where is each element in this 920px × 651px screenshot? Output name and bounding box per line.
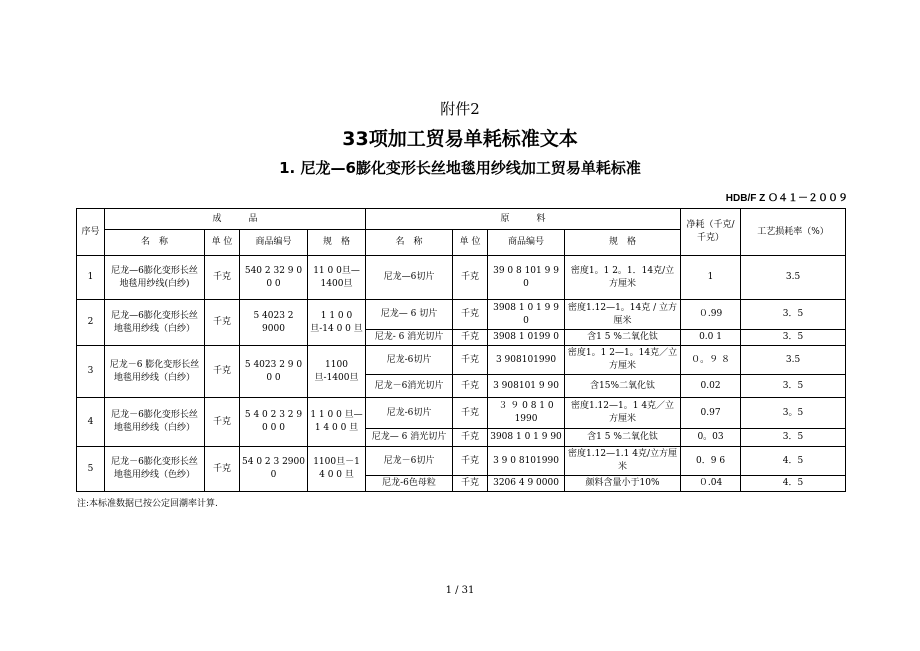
- net-consumption: 0．9 6: [681, 447, 741, 476]
- material-name: 尼龙— 6 切片: [366, 300, 453, 330]
- table-row: [77, 256, 846, 300]
- header-material-group: 原 料: [366, 209, 681, 230]
- material-name: 尼龙- 6 消光切片: [366, 330, 453, 346]
- product-unit: 千克: [205, 398, 240, 447]
- product-code: 54 0 2 3 2900 0: [240, 447, 308, 492]
- loss-rate: 4．5: [741, 447, 846, 476]
- header-product-group: 成 品: [105, 209, 366, 230]
- row-seq: 3: [77, 346, 105, 398]
- material-unit: 千克: [453, 429, 488, 447]
- product-unit: 千克: [205, 256, 240, 300]
- material-spec: 含1 5 %二氧化钛: [565, 429, 681, 447]
- net-consumption: 0.0 1: [681, 330, 741, 346]
- product-name: 尼龙－6 膨化变形长丝地毯用纱线（白纱）: [105, 346, 205, 398]
- product-spec: 11 0 0旦—1400旦: [308, 256, 366, 300]
- material-code: 39 0 8 101 9 9 0: [488, 256, 565, 300]
- material-code: 3908 1 0199 0: [488, 330, 565, 346]
- header-material-code: 商品编号: [488, 230, 565, 256]
- header-material-spec: 规 格: [565, 230, 681, 256]
- product-code: 5 4 0 2 3 2 9 0 0 0: [240, 398, 308, 447]
- net-consumption: 0。03: [681, 429, 741, 447]
- product-spec: 1 1 0 0旦-14 0 0 旦: [308, 300, 366, 346]
- material-code: 3908 1 0 1 9 9 0: [488, 300, 565, 330]
- material-name: 尼龙— 6 消光切片: [366, 429, 453, 447]
- product-name: 尼龙—6膨化变形长丝地毯用纱线（白纱）: [105, 300, 205, 346]
- material-spec: 密度1.12—1.1 4克/立方厘米: [565, 447, 681, 476]
- product-spec: 1 1 0 0 旦—1 4 0 0 旦: [308, 398, 366, 447]
- material-unit: 千克: [453, 447, 488, 476]
- material-unit: 千克: [453, 375, 488, 398]
- material-spec: 密度1.12—1。14克 / 立方厘米: [565, 300, 681, 330]
- annex-label: 附件2: [440, 100, 480, 118]
- material-name: 尼龙-6切片: [366, 398, 453, 429]
- net-consumption: 0.97: [681, 398, 741, 429]
- material-code: 3206 4 9 0000: [488, 476, 565, 492]
- material-unit: 千克: [453, 346, 488, 375]
- header-material-unit: 单 位: [453, 230, 488, 256]
- table-row: [77, 398, 846, 429]
- material-spec: 颜料含量小于10%: [565, 476, 681, 492]
- material-code: ３ ９ 0 8 1 0 1990: [488, 398, 565, 429]
- row-seq: 1: [77, 256, 105, 300]
- material-spec: 密度1。1 2—1。14克／立方厘米: [565, 346, 681, 375]
- material-spec: 含1 5 %二氧化钛: [565, 330, 681, 346]
- table-row: [77, 346, 846, 375]
- product-code: 5 4023 2 9 0 0 0: [240, 346, 308, 398]
- header-product-name: 名 称: [105, 230, 205, 256]
- footnote: 注:本标准数据已按公定回潮率计算.: [77, 499, 218, 509]
- header-material-name: 名 称: [366, 230, 453, 256]
- material-name: 尼龙－6切片: [366, 447, 453, 476]
- row-seq: 4: [77, 398, 105, 447]
- net-consumption: 0.02: [681, 375, 741, 398]
- product-code: 5 4023 2 9000: [240, 300, 308, 346]
- material-code: 3 908101990: [488, 346, 565, 375]
- loss-rate: 3．5: [741, 375, 846, 398]
- material-name: 尼龙-6切片: [366, 346, 453, 375]
- loss-rate: 3．5: [741, 429, 846, 447]
- material-unit: 千克: [453, 300, 488, 330]
- material-name: 尼龙—6切片: [366, 256, 453, 300]
- document-title: 33项加工贸易单耗标准文本: [342, 128, 578, 150]
- product-code: 540 2 32 9 0 0 0: [240, 256, 308, 300]
- header-loss-rate: 工艺损耗率（%）: [741, 209, 846, 256]
- row-seq: 2: [77, 300, 105, 346]
- loss-rate: 3.5: [741, 256, 846, 300]
- standard-code: HDB/F Z Ｏ４１－２００９: [725, 193, 848, 204]
- table-row: [77, 447, 846, 476]
- material-name: 尼龙－6消光切片: [366, 375, 453, 398]
- product-name: 尼龙—6膨化变形长丝地毯用纱线(白纱): [105, 256, 205, 300]
- net-consumption: ０。９ ８: [681, 346, 741, 375]
- material-code: 3908 1 0 1 9 90: [488, 429, 565, 447]
- loss-rate: 4．5: [741, 476, 846, 492]
- product-unit: 千克: [205, 346, 240, 398]
- product-unit: 千克: [205, 300, 240, 346]
- loss-rate: 3．5: [741, 330, 846, 346]
- material-code: 3 908101 9 90: [488, 375, 565, 398]
- product-spec: 1100旦－1 4 0 0 旦: [308, 447, 366, 492]
- material-code: 3 9 0 8101990: [488, 447, 565, 476]
- product-name: 尼龙－6膨化变形长丝地毯用纱线（白纱）: [105, 398, 205, 447]
- material-unit: 千克: [453, 398, 488, 429]
- net-consumption: 1: [681, 256, 741, 300]
- net-consumption: ０.99: [681, 300, 741, 330]
- header-product-spec: 规 格: [308, 230, 366, 256]
- loss-rate: 3。5: [741, 398, 846, 429]
- net-consumption: ０.04: [681, 476, 741, 492]
- consumption-table: [76, 208, 846, 492]
- material-unit: 千克: [453, 256, 488, 300]
- header-net-consumption: 净耗（千克/千克）: [681, 209, 741, 256]
- row-seq: 5: [77, 447, 105, 492]
- material-spec: 密度1.12—1。1 4克／立方厘米: [565, 398, 681, 429]
- loss-rate: 3．5: [741, 300, 846, 330]
- product-unit: 千克: [205, 447, 240, 492]
- table-row: [77, 300, 846, 330]
- header-seq: 序号: [77, 209, 105, 256]
- document-subtitle: 1. 尼龙—6膨化变形长丝地毯用纱线加工贸易单耗标准: [279, 159, 641, 177]
- header-product-code: 商品编号: [240, 230, 308, 256]
- material-name: 尼龙-6色母粒: [366, 476, 453, 492]
- product-name: 尼龙－6膨化变形长丝地毯用纱线（色纱）: [105, 447, 205, 492]
- material-unit: 千克: [453, 476, 488, 492]
- product-spec: 1100旦-1400旦: [308, 346, 366, 398]
- material-spec: 含15%二氧化钛: [565, 375, 681, 398]
- header-product-unit: 单 位: [205, 230, 240, 256]
- loss-rate: 3.5: [741, 346, 846, 375]
- material-spec: 密度1。1 2。1．14克/立方厘米: [565, 256, 681, 300]
- material-unit: 千克: [453, 330, 488, 346]
- page-number: 1 / 31: [445, 585, 475, 596]
